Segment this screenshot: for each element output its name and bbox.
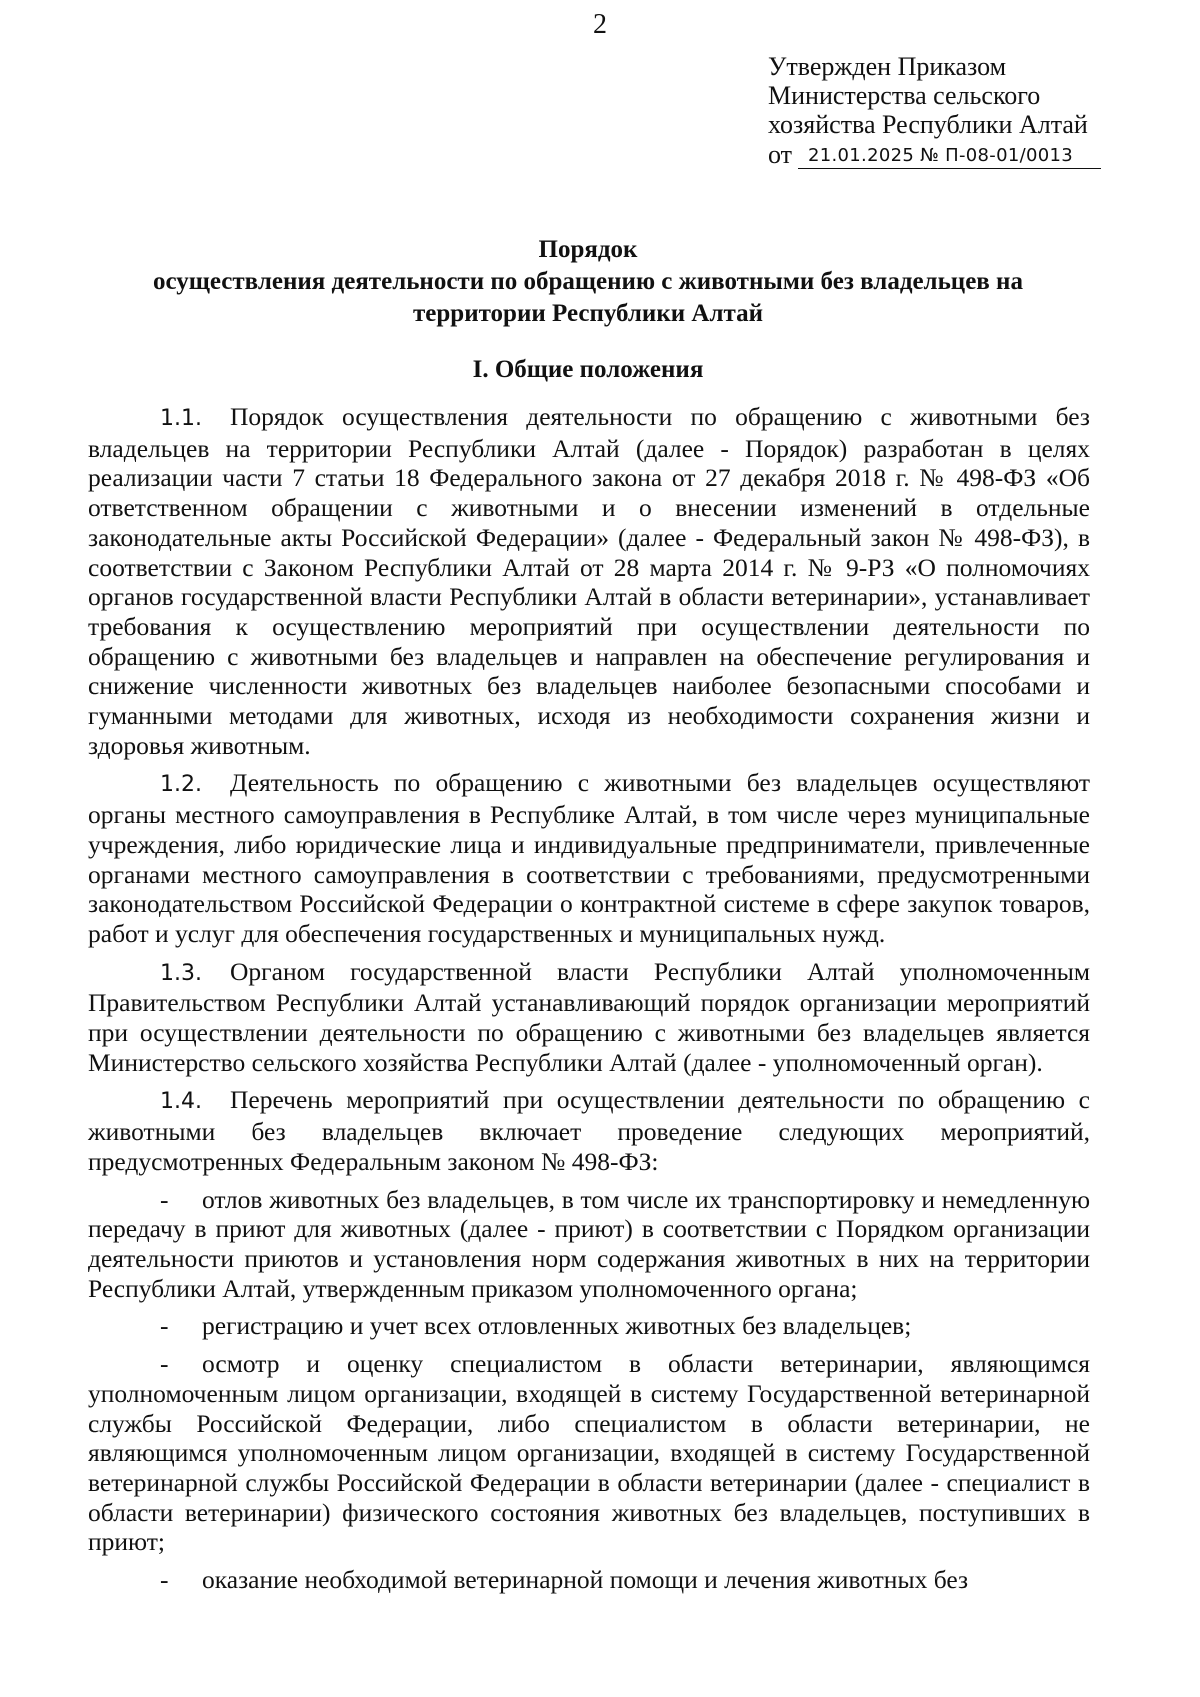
paragraph-1-1 [88,402,1090,760]
approval-date-row [768,140,1188,169]
approval-line-3: хозяйства Республики Алтай [768,110,1088,139]
paragraph-1-2 [88,768,1090,948]
paragraph-text: Деятельность по обращению с животными без владельцев осуществляют органы местного самоуправления в Республике Алтай, в том числе через муниципальные учреждения, либо юридические лица и индивидуальные предприниматели, привлеченные органами местного самоуправления в соответствии с требованиями, предусмотренными законодательством Российской Федерации о контрактной системе в сфере закупок товаров, работ и услуг для обеспечения государственных и муниципальных нужд. [88,768,1090,948]
document-body [88,402,1090,1603]
list-item-text: осмотр и оценку специалистом в области ветеринарии, являющимся уполномоченным лицом организации, входящей в систему Государственной ветеринарной службы Российской Федерации, либо специалистом в области ветеринарии, не являющимся уполномоченным лицом организации, входящей в систему Государственной ветеринарной службы Российской Федерации в области ветеринарии (далее - специалист в области ветеринарии) физического состояния животных без владельцев, поступивших в приют; [88,1349,1090,1557]
bullet-marker: - [160,1311,169,1341]
paragraph-text: Органом государственной власти Республики Алтай уполномоченным Правительством Республики Алтай устанавливающий порядок организации мероприятий при осуществлении деятельности по обращению с животными без владельцев является Министерство сельского хозяйства Республики Алтай (далее - уполномоченный орган). [88,956,1090,1077]
bullet-marker: - [160,1349,169,1379]
title-line-2: осуществления деятельности по обращению с животными без владельцев на [153,268,1023,295]
approval-stamp [768,52,1188,169]
section-heading: I. Общие положения [472,356,704,383]
approval-date-value: 21.01.2025 № П-08-01/0013 [798,145,1101,169]
document-title [88,234,1088,330]
list-item [88,1311,1090,1341]
title-line-1: Порядок [538,236,638,263]
paragraph-text: Порядок осуществления деятельности по обращению с животными без владельцев на территории Республики Алтай (далее - Порядок) разработан в целях реализации части 7 статьи 18 Федерального закона от 27 декабря 2018 г. № 498-ФЗ «Об ответственном обращении с животными и о внесении изменений в отдельные законодательные акты Российской Федерации» (далее - Федеральный закон № 498-ФЗ), в соответствии с Законом Республики Алтай от 28 марта 2014 г. № 9-РЗ «О полномочиях органов государственной власти Республики Алтай в области ветеринарии», устанавливает требования к осуществлению мероприятий при осуществлении деятельности по обращению с животными без владельцев и направлен на обеспечение регулирования и снижение численности животных без владельцев наиболее безопасными способами и гуманными методами для животных, исходя из необходимости сохранения жизни и здоровья животным. [88,402,1090,760]
bullet-marker: - [160,1184,169,1214]
list-item [88,1565,1090,1595]
approval-line-2: Министерства сельского [768,81,1041,110]
paragraph-number: 1.1. [160,406,202,431]
list-item-text: оказание необходимой ветеринарной помощи и лечения животных без [202,1565,969,1595]
list-item [88,1185,1090,1304]
page-number: 2 [593,9,607,40]
paragraph-number: 1.2. [160,772,202,798]
approval-line-1: Утвержден Приказом [768,52,1007,81]
paragraph-number: 1.4. [160,1089,202,1115]
list-item [88,1349,1090,1557]
bullet-marker: - [160,1565,169,1595]
title-line-3: территории Республики Алтай [413,300,763,327]
paragraph-number: 1.3. [160,960,202,986]
paragraph-text: Перечень мероприятий при осуществлении деятельности по обращению с животными без владельцев включает проведение следующих мероприятий, предусмотренных Федеральным законом № 498-ФЗ: [88,1085,1090,1176]
list-item-text: регистрацию и учет всех отловленных животных без владельцев; [202,1311,912,1341]
paragraph-1-3 [88,957,1090,1078]
paragraph-1-4 [88,1085,1090,1176]
list-item-text: отлов животных без владельцев, в том числе их транспортировку и немедленную передачу в приют для животных (далее - приют) в соответствии с Порядком организации деятельности приютов и установления норм содержания животных в них на территории Республики Алтай, утвержденным приказом уполномоченного органа; [88,1184,1090,1303]
approval-date-prefix: от [768,140,793,169]
